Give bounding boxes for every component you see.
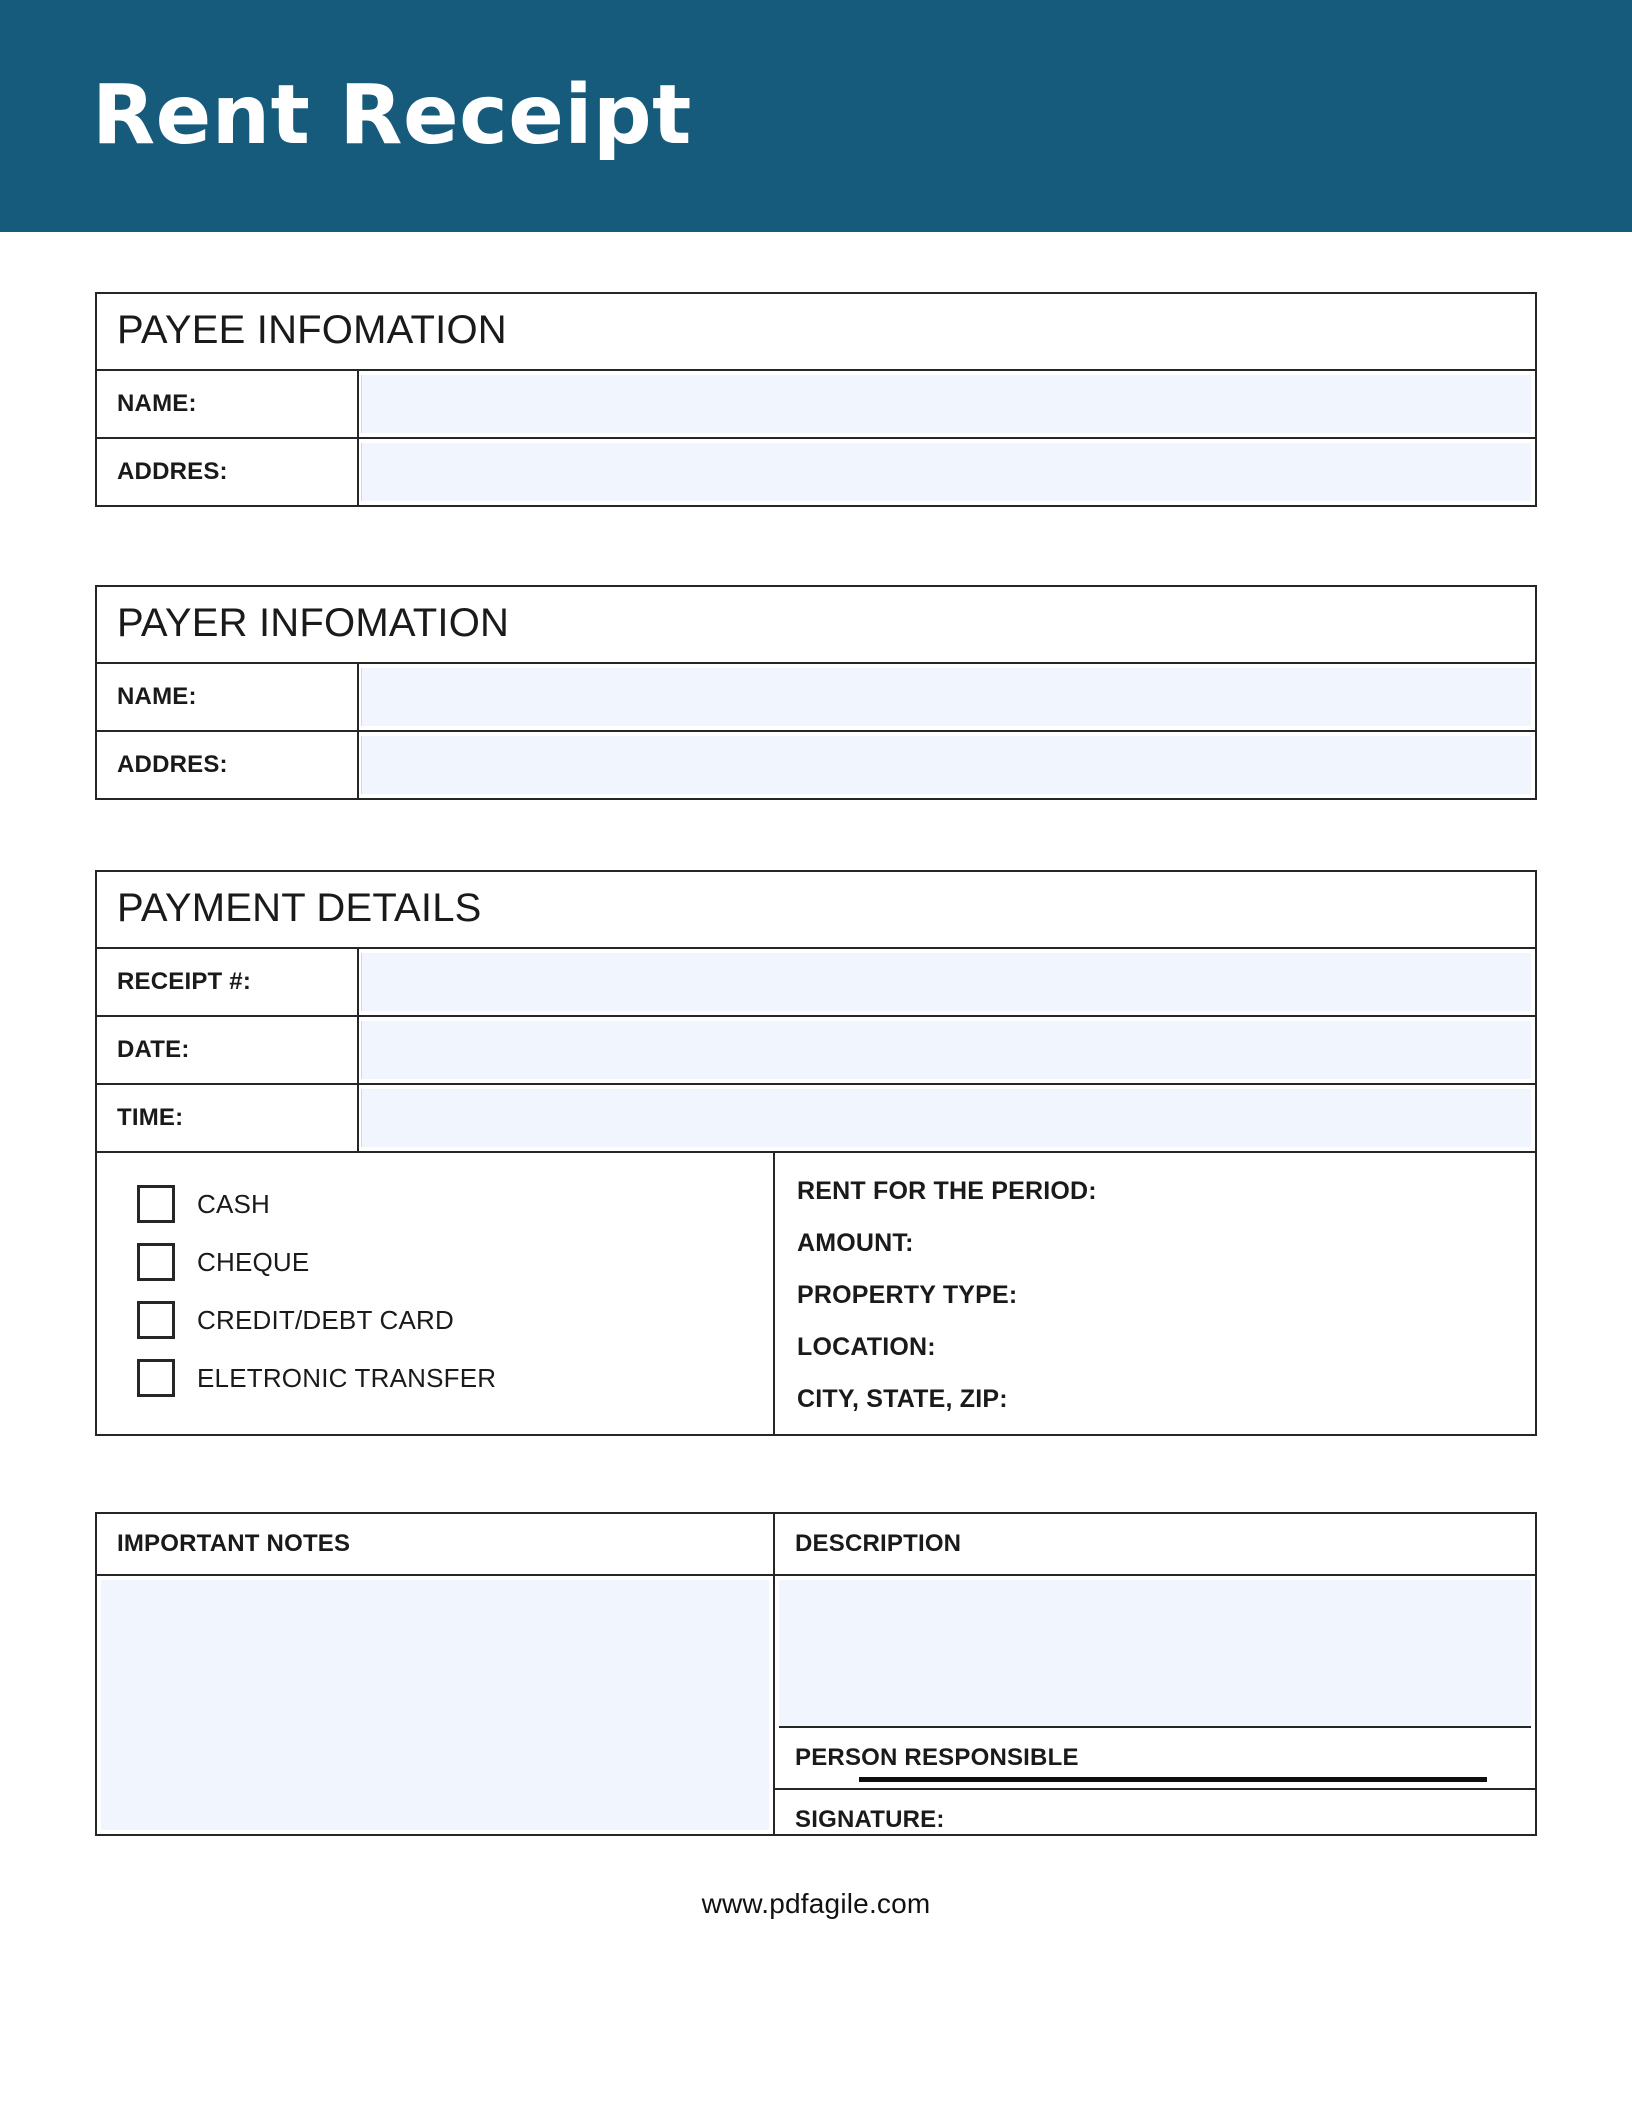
payer-name-label: NAME: (97, 664, 359, 730)
date-row (97, 1017, 1535, 1085)
signature-line (859, 1777, 1487, 1782)
payment-section-title: PAYMENT DETAILS (97, 872, 1535, 949)
payment-method-label: CREDIT/DEBT CARD (197, 1304, 454, 1335)
payer-information-section (95, 585, 1537, 800)
signature-cell[interactable] (775, 1790, 1535, 1834)
description-column (775, 1514, 1535, 1834)
payee-name-label: NAME: (97, 371, 359, 437)
payer-address-label: ADDRES: (97, 732, 359, 798)
payment-method-electronic-transfer[interactable] (137, 1349, 773, 1407)
date-label: DATE: (97, 1017, 359, 1083)
important-notes-column (97, 1514, 775, 1834)
time-row (97, 1085, 1535, 1153)
payee-name-row (97, 371, 1535, 439)
payee-information-section (95, 292, 1537, 507)
rent-period-label: RENT FOR THE PERIOD: (797, 1177, 1097, 1205)
payment-method-label: CASH (197, 1188, 271, 1219)
page-title: Rent Receipt (92, 68, 692, 163)
payment-method-label: CHEQUE (197, 1246, 310, 1277)
checkbox-icon[interactable] (137, 1301, 175, 1339)
date-input[interactable] (361, 1021, 1531, 1079)
payment-method-list (97, 1153, 775, 1434)
description-header: DESCRIPTION (775, 1514, 1535, 1576)
document-header (0, 0, 1632, 232)
signature-label: SIGNATURE: (795, 1806, 945, 1833)
payee-address-row (97, 439, 1535, 505)
payment-method-and-details (97, 1153, 1535, 1434)
city-state-zip-label: CITY, STATE, ZIP: (797, 1385, 1008, 1413)
checkbox-icon[interactable] (137, 1243, 175, 1281)
rent-detail-labels (775, 1153, 1535, 1434)
payee-section-title: PAYEE INFOMATION (97, 294, 1535, 371)
receipt-number-input[interactable] (361, 953, 1531, 1011)
checkbox-icon[interactable] (137, 1359, 175, 1397)
payment-method-label: ELETRONIC TRANSFER (197, 1362, 497, 1393)
description-input[interactable] (779, 1580, 1531, 1728)
payer-name-input[interactable] (361, 668, 1531, 726)
payment-method-cash[interactable] (137, 1175, 773, 1233)
notes-description-table (95, 1512, 1537, 1836)
receipt-number-row (97, 949, 1535, 1017)
location-label: LOCATION: (797, 1333, 936, 1361)
time-label: TIME: (97, 1085, 359, 1151)
property-type-label: PROPERTY TYPE: (797, 1281, 1018, 1309)
payee-address-label: ADDRES: (97, 439, 359, 505)
payer-name-row (97, 664, 1535, 732)
payer-address-row (97, 732, 1535, 798)
amount-label: AMOUNT: (797, 1229, 914, 1257)
payment-details-section (95, 870, 1537, 1436)
payee-address-input[interactable] (361, 443, 1531, 501)
payee-name-input[interactable] (361, 375, 1531, 433)
important-notes-header: IMPORTANT NOTES (97, 1514, 773, 1576)
time-input[interactable] (361, 1089, 1531, 1147)
footer-url: www.pdfagile.com (701, 1888, 931, 1919)
document-body (0, 292, 1632, 1920)
payment-method-cheque[interactable] (137, 1233, 773, 1291)
receipt-number-label: RECEIPT #: (97, 949, 359, 1015)
payer-section-title: PAYER INFOMATION (97, 587, 1535, 664)
checkbox-icon[interactable] (137, 1185, 175, 1223)
person-responsible-header: PERSON RESPONSIBLE (775, 1728, 1535, 1790)
payer-address-input[interactable] (361, 736, 1531, 794)
important-notes-input[interactable] (101, 1580, 769, 1830)
payment-method-credit-card[interactable] (137, 1291, 773, 1349)
